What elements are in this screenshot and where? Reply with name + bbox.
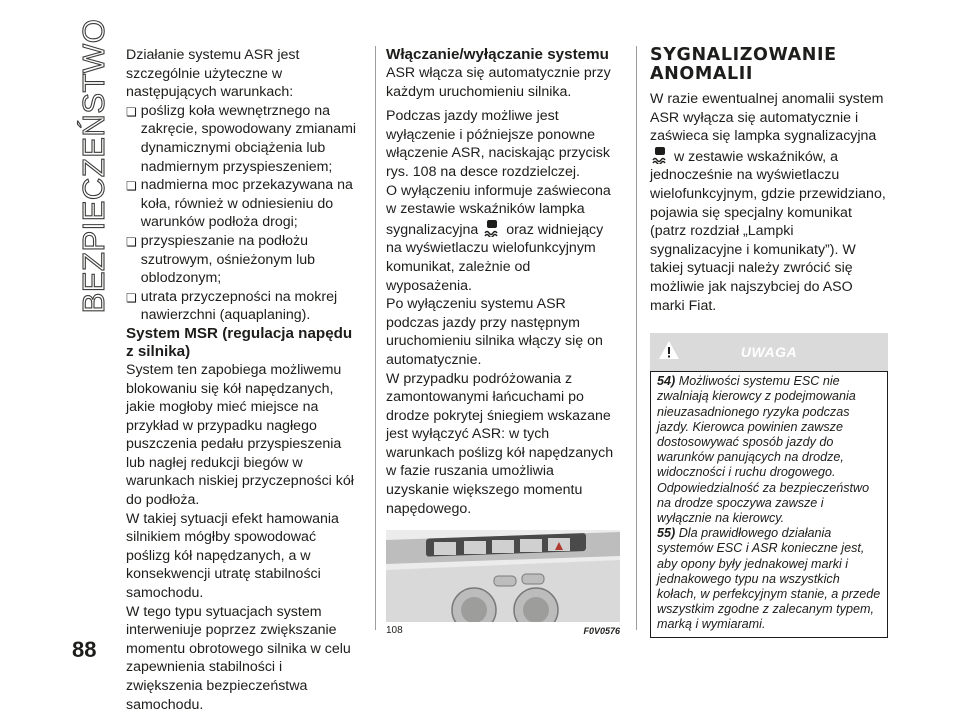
section-title-vertical: [74, 18, 114, 314]
checkbox-bullet-icon: ❏: [126, 104, 137, 119]
paragraph: W takiej sytuacji efekt hamowania silnikiem mógłby spowodować poślizg kół napędzanych, a w konsekwencji utratę stabilności samochodu.: [126, 510, 339, 602]
section-title-text: BEZPIECZEŃSTWO: [76, 18, 111, 314]
warning-body: [650, 371, 888, 637]
figure-caption: [386, 622, 620, 641]
paragraph: Po wyłączeniu systemu ASR podczas jazdy przy następnym uruchomieniu silnika włączy się on automatycznie.: [386, 296, 603, 368]
paragraph: Działanie systemu ASR jest szczególnie użyteczne w następujących warunkach:: [126, 47, 300, 101]
list-item: ❏ nadmierna moc przekazywana na koła, również w odniesieniu do warunków podłoża drogi;: [126, 177, 353, 231]
figure-code: F0V0576: [583, 626, 620, 637]
checkbox-bullet-icon: ❏: [126, 234, 137, 249]
warning-header: [650, 333, 888, 371]
warning-item: 55) Dla prawidłowego działania systemów ESC i ASR konieczne jest, aby opony były jednakowej marki i jednakowego typu na wszystkich kołach, w perfekcyjnym stanie, a przede wszystkim zgodne z zalecanym typem, marką i wymiarami.: [657, 526, 881, 632]
paragraph: W tego typu sytuacjach system interweniuje poprzez zwiększanie momentu obrotowego silnika w celu zapewnienia stabilności i zwiększenia bezpieczeństwa samochodu.: [126, 603, 351, 713]
toggle-heading: Włączanie/wyłączanie systemu: [386, 46, 609, 63]
warning-triangle-icon: [658, 340, 680, 360]
skid-warning-light-icon: [482, 219, 502, 237]
paragraph: W przypadku podróżowania z zamontowanymi łańcuchami po drodze pokrytej śniegiem wskazane jest wyłączyć ASR: w tych warunkach poślizg kół napędzanych w fazie ruszania umożliwia uzyskanie większego momentu napędowego.: [386, 370, 614, 517]
column-1: [126, 46, 362, 714]
paragraph: W razie ewentualnej anomalii system ASR wyłącza się automatycznie i zaświeca się lampka sygnalizacyjna w zestawie wskaźników, a jednocześnie na wyświetlaczu wielofunkcyjnym, gdzie przewidziano, pojawia się specjalny komunikat (patrz rozdział „Lampki sygnalizacyjne i komunikaty”). W takiej sytuacji należy zwrócić się możliwie jak najszybciej do ASO marki Fiat.: [650, 91, 886, 314]
list-item: ❏ przyspieszanie na podłożu szutrowym, ośnieżonym lub oblodzonym;: [126, 232, 316, 287]
dashboard-illustration: [386, 530, 620, 622]
list-item: ❏ utrata przyczepności na mokrej nawierzchni (aquaplaning).: [126, 288, 338, 324]
paragraph: O wyłączeniu informuje zaświecona w zestawie wskaźników lampka sygnalizacyjna oraz widniejący na wyświetlaczu wielofunkcyjnym komunikat, zależnie od wyposażenia.: [386, 182, 611, 294]
column-divider: [375, 46, 376, 630]
skid-warning-light-icon: [650, 146, 670, 164]
dashboard-figure: [386, 530, 620, 622]
msr-heading: System MSR (regulacja napędu z silnika): [126, 324, 353, 360]
warning-title: UWAGA: [740, 343, 798, 360]
figure-number: 108: [386, 625, 403, 637]
paragraph: System ten zapobiega możliwemu blokowaniu się kół napędzanych, jakie mogłoby mieć miejsce na przykład w przypadku nagłego puszczenia pedału przyspieszenia lub nagłej redukcji biegów w warunkach niskiej przyczepności kół do podłoża.: [126, 361, 354, 509]
checkbox-bullet-icon: ❏: [126, 179, 137, 194]
checkbox-bullet-icon: ❏: [126, 290, 137, 305]
paragraph: Podczas jazdy możliwe jest wyłączenie i późniejsze ponowne włączenie ASR, naciskając przycisk rys. 108 na desce rozdzielczej.: [386, 108, 610, 180]
column-2: [386, 46, 620, 641]
anomaly-heading: SYGNALIZOWANIE ANOMALII: [650, 45, 837, 84]
page-number: 88: [72, 637, 97, 662]
warning-item: 54) Możliwości systemu ESC nie zwalniają kierowcy z podejmowania nieuzasadnionego ryzyka podczas jazdy. Kierowca powinien zawsze dostosowywać sposób jazdy do warunków panujących na drodze, widoczności i ruchu drogowego. Odpowiedzialność za bezpieczeństwo na drodze spoczywa zawsze i wyłącznie na kierowcy.: [657, 374, 870, 525]
column-3: [650, 46, 888, 638]
list-item: ❏ poślizg koła wewnętrznego na zakręcie, spowodowany zmianami dynamicznymi obciążenia lub nadmiernym przyspieszeniem;: [126, 102, 357, 175]
column-divider: [636, 46, 637, 630]
paragraph: ASR włącza się automatycznie przy każdym uruchomieniu silnika.: [386, 65, 611, 100]
